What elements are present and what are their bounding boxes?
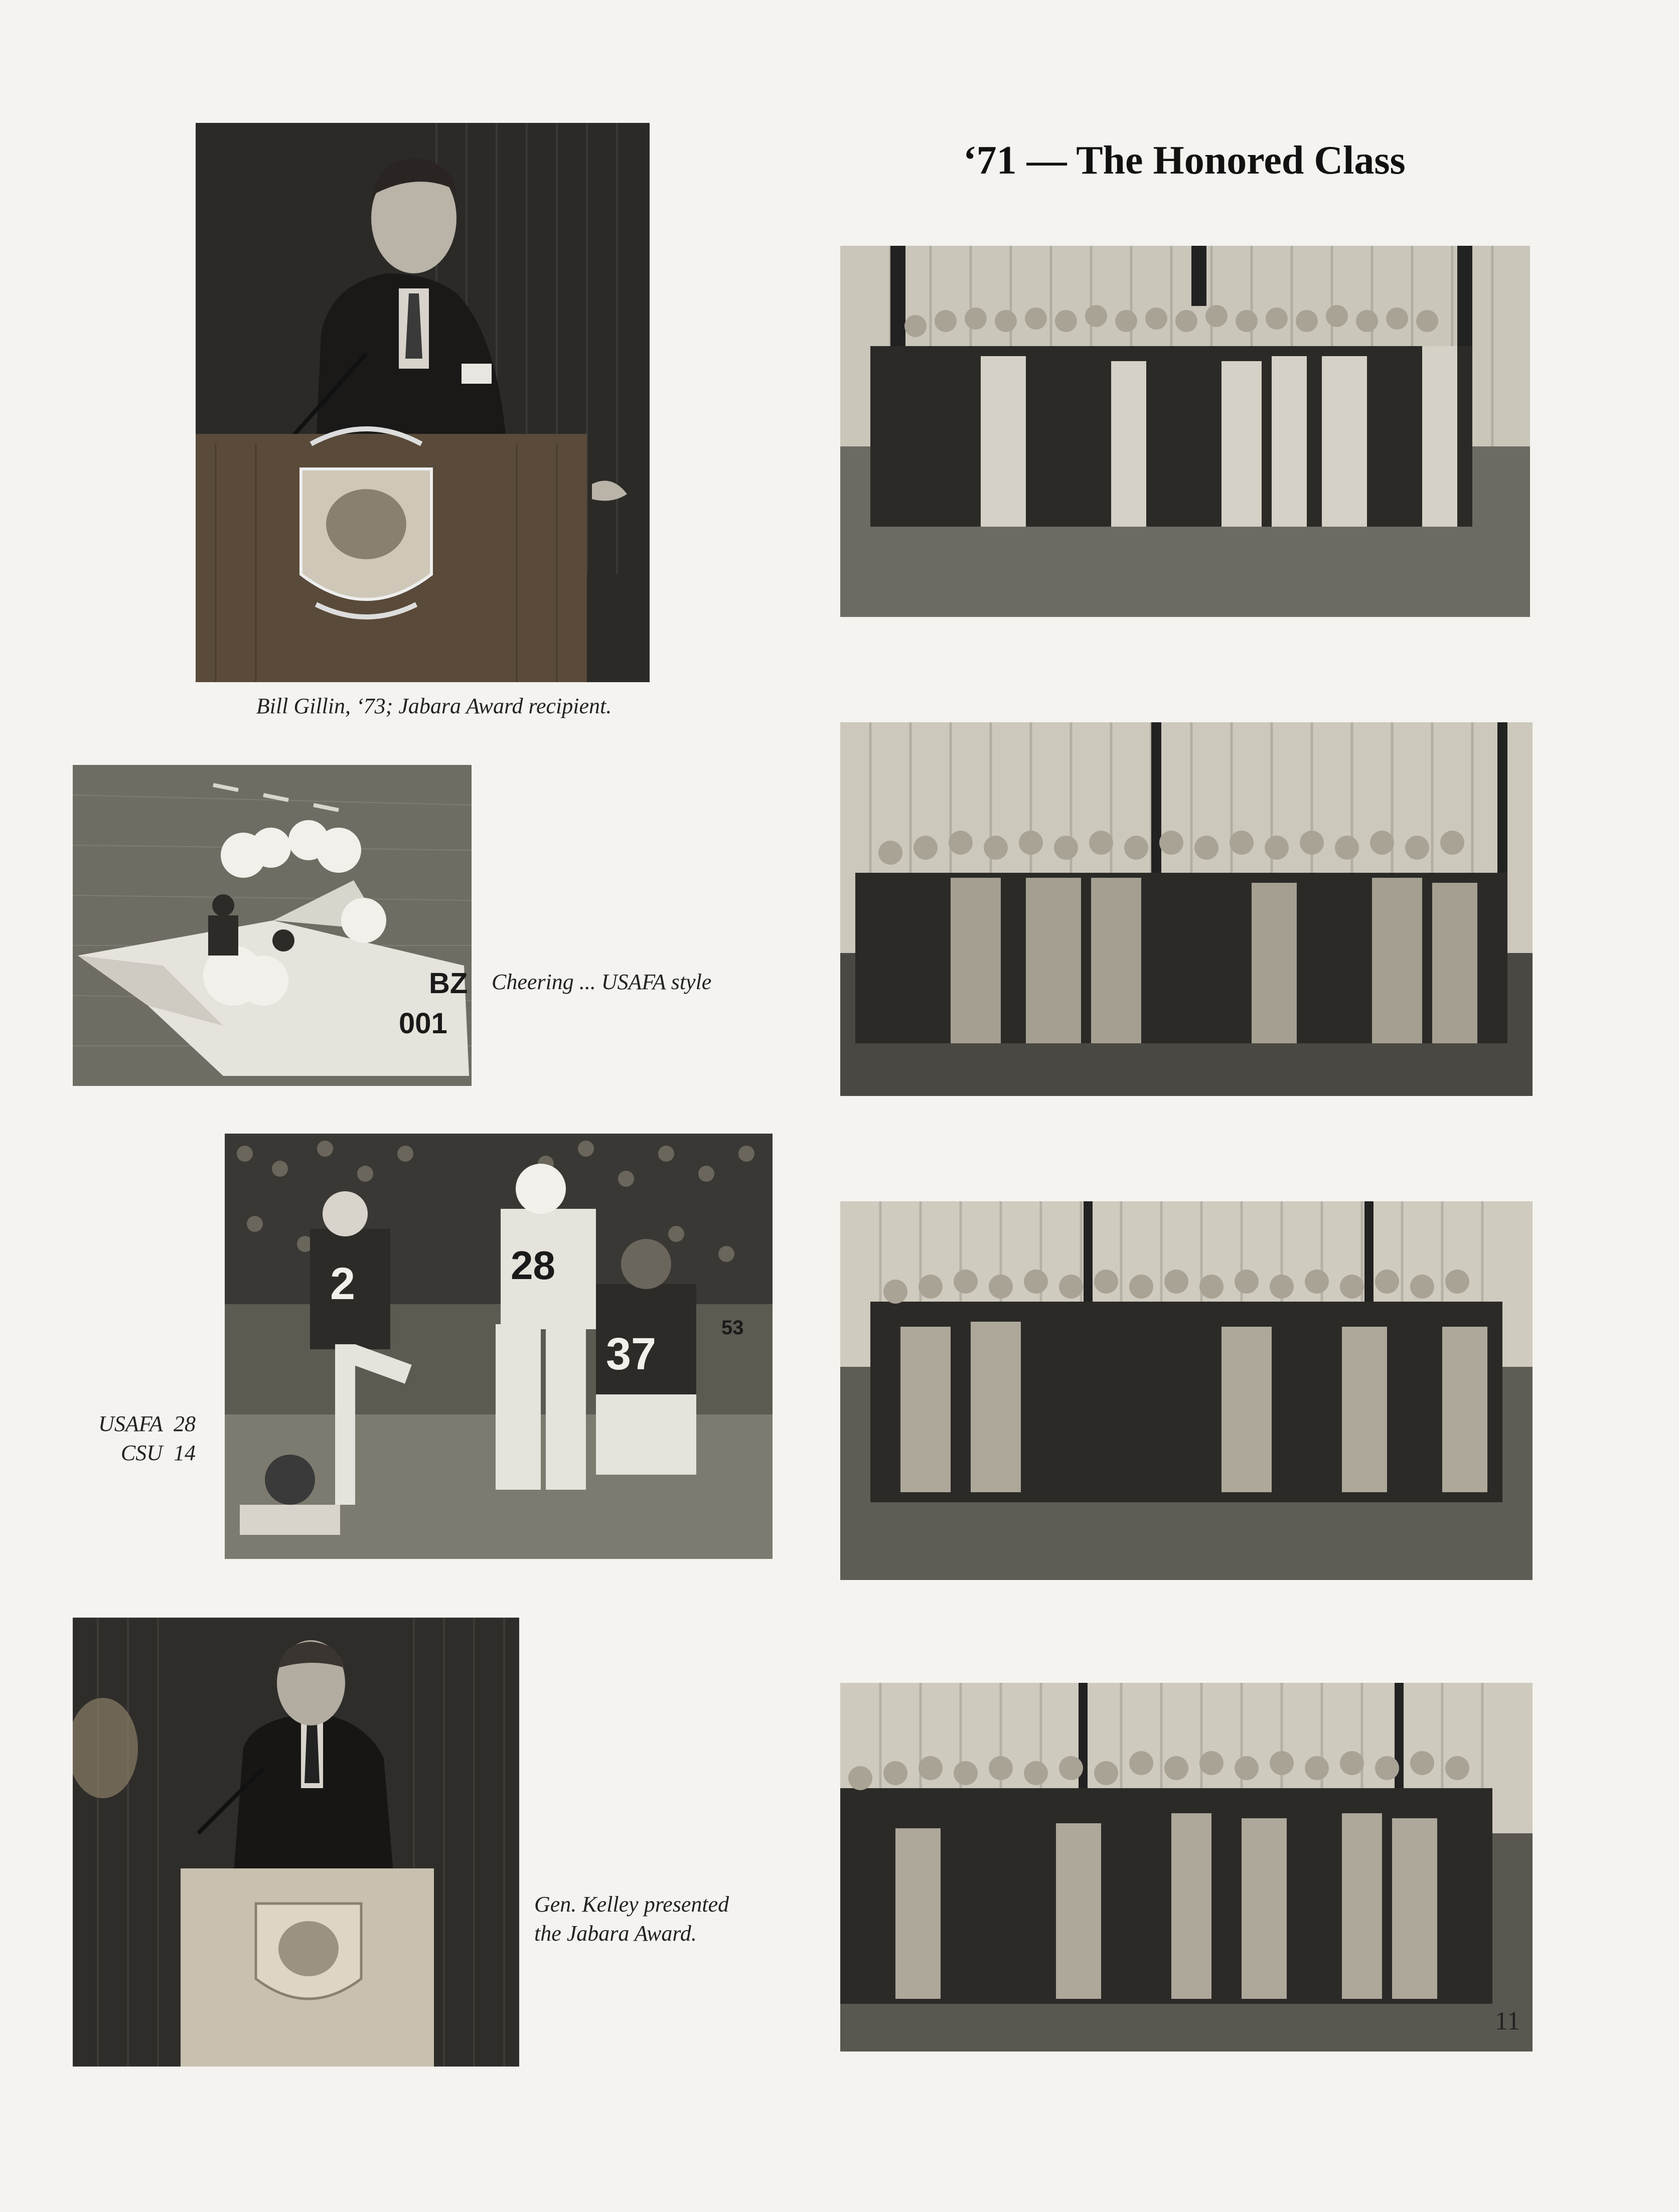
- photo-class-group-2: [840, 722, 1533, 1096]
- jersey-number-53: 53: [721, 1317, 744, 1339]
- caption-gen-kelley-line-2: the Jabara Award.: [534, 1921, 697, 1946]
- photo-class-group-4: [840, 1683, 1533, 2051]
- caption-score: [75, 1409, 196, 1468]
- photo-bill-gillin-podium: [196, 123, 650, 682]
- photo-cheering-jet-float: [73, 765, 472, 1086]
- page-number: 11: [1495, 2007, 1520, 2035]
- score-csu: CSU 14: [120, 1441, 196, 1465]
- jersey-number-37: 37: [606, 1329, 657, 1379]
- page-title: ‘71 — The Honored Class: [963, 138, 1406, 183]
- caption-cheering: Cheering ... USAFA style: [492, 970, 712, 994]
- photo-gen-kelley-podium: [73, 1618, 519, 2067]
- score-usafa: USAFA 28: [98, 1411, 196, 1436]
- jersey-number-2: 2: [330, 1259, 356, 1309]
- photo-football-kick: [225, 1134, 773, 1559]
- caption-gen-kelley-line-1: Gen. Kelley presented: [534, 1892, 729, 1917]
- photo-class-group-3: [840, 1201, 1533, 1580]
- jersey-number-28: 28: [511, 1243, 555, 1288]
- caption-bill-gillin: Bill Gillin, ‘73; Jabara Award recipient.: [256, 694, 612, 718]
- caption-gen-kelley: [534, 1890, 835, 1948]
- jet-marking-bz: BZ: [429, 967, 468, 1000]
- photo-class-group-1: [840, 246, 1530, 617]
- jet-marking-001: 001: [399, 1007, 447, 1040]
